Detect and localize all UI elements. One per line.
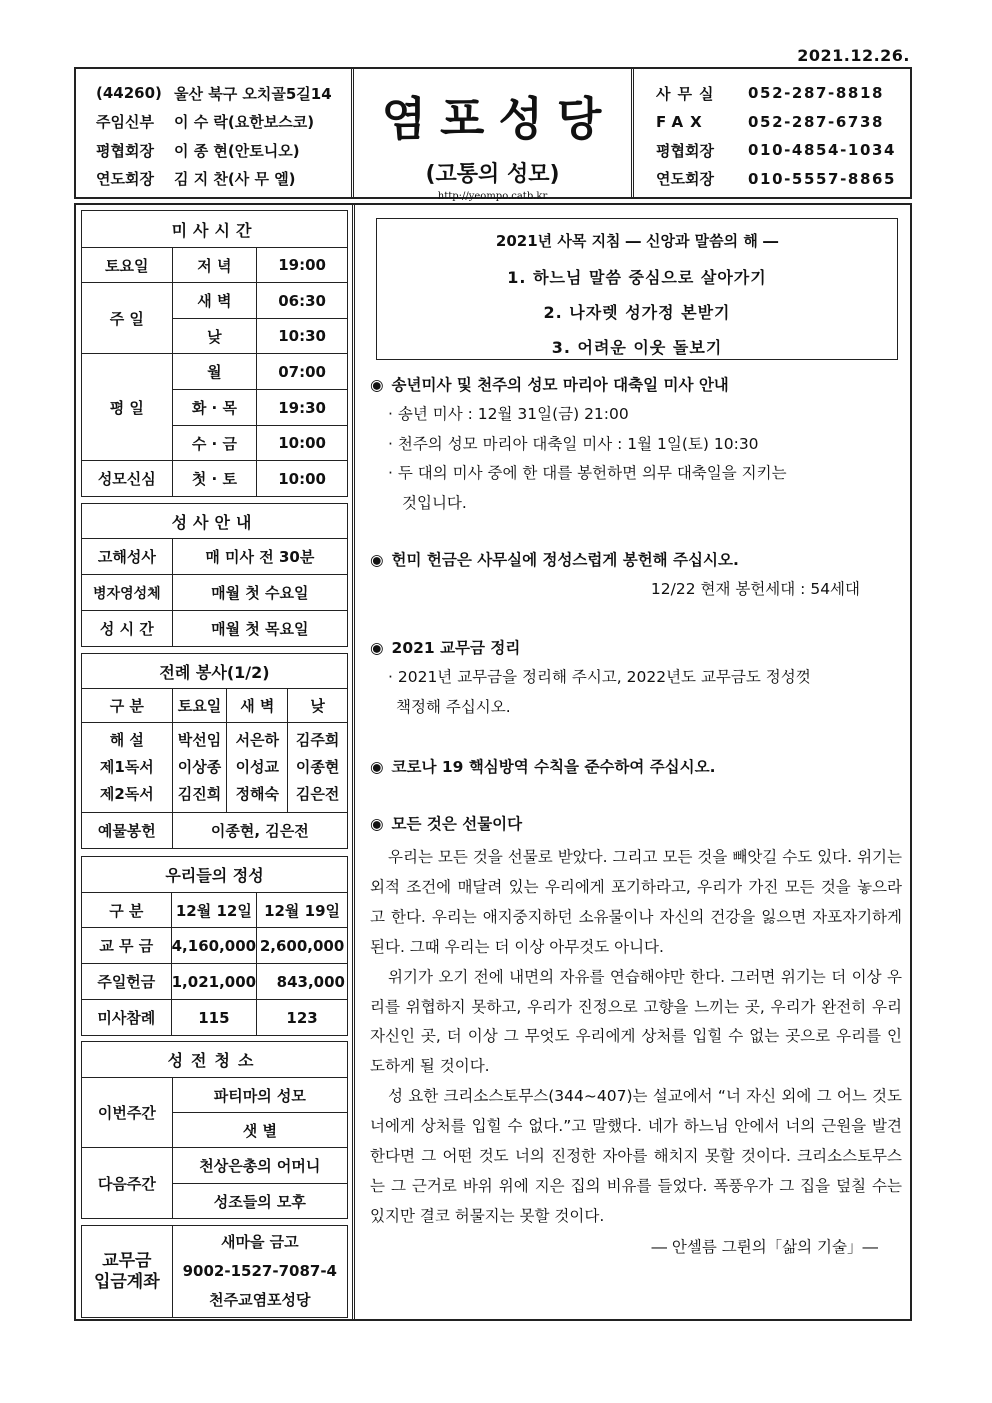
sacrament-label: 성 시 간 <box>82 611 173 647</box>
website-url: http://yeompo.catb.kr <box>437 191 548 202</box>
office-line <box>656 79 910 108</box>
server-name: 김주희 <box>295 731 340 749</box>
reflection-paragraph: 성 요한 크리소스토무스(344~407)는 설교에서 “너 자신 외에 그 어느 것도 너에게 상처를 입힐 수 없다.”고 말했다. 네가 하느님 안에서 너의 근원을 발견한다면 그 어떤 것도 너의 진정한 자아를 해치지 못할 것이다. 크리소스토무스는 그 근거로 바위 위에 지은 집의 비유를 들었다. 폭풍우가 그 집을 덮칠 수는 있지만 결코 허물지는 못할 것이다. <box>370 1087 902 1225</box>
giving-title: 우리들의 정성 <box>82 857 348 893</box>
giving-label: 주일헌금 <box>82 964 172 1000</box>
parish-info <box>76 69 354 197</box>
server-name: 이상종 <box>177 758 222 776</box>
reflection-paragraph: 위기가 오기 전에 내면의 자유를 연습해야만 한다. 그러면 위기는 더 이상 우리를 위협하지 못하고, 우리가 진정으로 고향을 느끼는 곳, 우리가 완전히 우리 자신인 곳, 더 이상 그 무엇도 우리에게 상처를 입힐 수 없는 곳으로 우리를 인도하게 될 것이다. <box>370 967 902 1076</box>
section-covid <box>370 753 910 782</box>
account-table <box>81 1225 348 1318</box>
address-line <box>96 79 351 108</box>
prayer-president-name: 김 지 찬(사 무 엘) <box>174 170 296 189</box>
patron-name: (고통의 성모) <box>425 162 560 187</box>
mass-day: 평 일 <box>82 354 173 461</box>
postal-code: (44260) <box>96 84 162 103</box>
section-heading <box>370 546 910 575</box>
mass-time: 07:00 <box>257 354 348 390</box>
cleaning-week: 다음주간 <box>82 1148 173 1219</box>
office-phone: 052-287-8818 <box>748 84 885 103</box>
reflection-paragraph: 우리는 모든 것을 선물로 받았다. 그리고 모든 것을 빼앗길 수도 있다. 위기는 외적 조건에 매달려 있는 우리에게 포기하라고, 우리가 가진 모든 것을 놓으라고 한다. 우리는 애지중지하던 소유물이나 자신의 건강을 잃으면 자포자기하게 된다. 그때 우리는 더 이상 아무것도 아니다. <box>370 848 902 956</box>
section-tithe <box>370 634 910 722</box>
prayer-phone: 010-5557-8865 <box>748 169 897 188</box>
mass-times-title: 미사시간 <box>82 211 348 248</box>
role: 해 설 <box>109 731 144 749</box>
cleaning-group: 파티마의 성모 <box>172 1078 347 1113</box>
account-holder: 천주교염포성당 <box>209 1291 311 1309</box>
fax-number: 052-287-6738 <box>748 112 885 131</box>
council-president-name: 이 종 현(안토니오) <box>174 141 300 160</box>
council-president-label: 평협회장 <box>96 141 154 160</box>
giving-label: 미사참례 <box>82 1000 172 1036</box>
section-title: 2021 교무금 정리 <box>391 639 521 657</box>
section-heading <box>370 634 910 663</box>
cleaning-table <box>81 1041 348 1219</box>
giving-amount: 115 <box>171 1000 256 1036</box>
address: 울산 북구 오치골5길14 <box>174 84 332 103</box>
mass-when: 수 · 금 <box>172 426 257 461</box>
account-bank: 새마을 금고 <box>220 1233 299 1251</box>
section-heading <box>370 810 902 839</box>
liturgy-noon-names <box>288 723 348 813</box>
council-phone-label: 평협회장 <box>656 141 714 160</box>
section-heading <box>370 753 910 782</box>
liturgy-title: 전례 봉사(1/2) <box>82 654 348 689</box>
mass-when: 월 <box>172 354 257 390</box>
office-label: 사무실 <box>656 84 721 103</box>
mass-times-table <box>81 210 348 497</box>
server-name: 박선임 <box>177 731 222 749</box>
sacrament-title: 성사안내 <box>82 504 348 539</box>
bullet-icon: ◉ <box>370 639 384 657</box>
account-number: 9002-1527-7087-4 <box>182 1262 337 1280</box>
server-name: 이종현 <box>295 758 340 776</box>
section-heading <box>370 371 910 400</box>
notice-line: · 송년 미사 : 12월 31일(금) 21:00 <box>388 405 629 423</box>
mass-time: 10:00 <box>257 461 348 497</box>
bulletin-header <box>74 67 912 202</box>
giving-amount: 843,000 <box>257 964 348 1000</box>
mass-time: 19:30 <box>257 390 348 426</box>
section-year-end-mass <box>370 371 910 518</box>
cleaning-group: 샛 별 <box>172 1113 347 1148</box>
liturgy-dawn-names <box>227 723 288 813</box>
mass-when: 화 · 목 <box>172 390 257 426</box>
account-label-line: 교무금 <box>102 1250 152 1271</box>
section-title: 송년미사 및 천주의 성모 마리아 대축일 미사 안내 <box>391 376 729 394</box>
mass-time: 06:30 <box>257 283 348 319</box>
cleaning-group: 성조들의 모후 <box>172 1184 347 1219</box>
server-name: 이성교 <box>235 758 280 776</box>
liturgy-sat-names <box>172 723 227 813</box>
liturgy-roles <box>82 723 173 813</box>
notice-line: · 천주의 성모 마리아 대축일 미사 : 1월 1일(토) 10:30 <box>388 434 759 453</box>
mass-when: 첫 · 토 <box>172 461 257 497</box>
council-phone-line <box>656 136 910 165</box>
pastor-label: 주임신부 <box>96 113 154 132</box>
giving-amount: 4,160,000 <box>171 928 256 964</box>
account-label-line: 입금계좌 <box>93 1271 160 1292</box>
section-title: 코로나 19 핵심방역 수칙을 준수하여 주십시오. <box>391 758 716 776</box>
giving-head: 12월 19일 <box>257 893 348 928</box>
sacrament-value: 매 미사 전 30분 <box>172 539 347 575</box>
role: 제1독서 <box>99 758 154 776</box>
prayer-president-line <box>96 165 351 194</box>
sacrament-value: 매월 첫 목요일 <box>172 611 347 647</box>
liturgy-head: 낮 <box>288 689 348 723</box>
offering-names: 이종현, 김은전 <box>172 813 347 849</box>
giving-amount: 123 <box>257 1000 348 1036</box>
liturgy-head: 구 분 <box>82 689 173 723</box>
mass-time: 10:30 <box>257 319 348 354</box>
giving-head: 구 분 <box>82 893 172 928</box>
server-name: 정해숙 <box>235 785 280 803</box>
bullet-icon: ◉ <box>370 815 384 833</box>
liturgy-service-table <box>81 653 348 849</box>
reflection-source: ― 안셀름 그륀의「삶의 기술」― <box>651 1237 878 1256</box>
fax-label: FAX <box>656 112 709 131</box>
cleaning-week: 이번주간 <box>82 1078 173 1148</box>
giving-amount: 1,021,000 <box>171 964 256 1000</box>
offering-label: 예물봉헌 <box>82 813 173 849</box>
prayer-phone-label: 연도회장 <box>656 170 714 189</box>
sacrament-label: 병자영성체 <box>82 575 173 611</box>
mass-time: 10:00 <box>257 426 348 461</box>
sacrament-table <box>81 503 348 647</box>
mass-day: 주 일 <box>82 283 173 354</box>
role: 제2독서 <box>99 785 154 803</box>
bullet-icon: ◉ <box>370 758 384 776</box>
account-label <box>82 1226 173 1318</box>
notice-line: · 2021년 교무금을 정리해 주시고, 2022년도 교무금도 정성껏 <box>388 668 811 686</box>
fax-line <box>656 108 910 137</box>
cleaning-group: 천상은총의 어머니 <box>172 1148 347 1184</box>
notice-line: · 두 대의 미사 중에 한 대를 봉헌하면 의무 대축일을 지키는 <box>388 464 787 482</box>
server-name: 김진희 <box>177 785 222 803</box>
pastoral-motto-box <box>376 218 898 360</box>
sacrament-label: 고해성사 <box>82 539 173 575</box>
prayer-phone-line <box>656 165 910 194</box>
notice-line: 12/22 현재 봉헌세대 : 54세대 <box>650 580 860 598</box>
bullet-icon: ◉ <box>370 376 384 394</box>
left-column <box>76 205 355 1319</box>
section-reflection <box>370 810 902 1262</box>
server-name: 서은하 <box>235 731 280 749</box>
motto-item: 3. 어려운 이웃 돌보기 <box>551 338 723 357</box>
section-title: 헌미 헌금은 사무실에 정성스럽게 봉헌해 주십시오. <box>391 551 739 569</box>
account-details <box>172 1226 347 1318</box>
mass-day: 토요일 <box>82 248 173 283</box>
giving-table <box>81 856 348 1036</box>
bullet-icon: ◉ <box>370 551 384 569</box>
church-title-block <box>354 69 634 202</box>
church-name: 염포성당 <box>381 92 616 146</box>
section-title: 모든 것은 선물이다 <box>391 815 523 833</box>
bulletin-body <box>74 203 912 1321</box>
pastor-line <box>96 108 351 137</box>
prayer-president-label: 연도회장 <box>96 170 154 189</box>
right-column <box>358 205 910 1319</box>
mass-time: 19:00 <box>257 248 348 283</box>
issue-date: 2021.12.26. <box>797 46 910 65</box>
liturgy-head: 새 벽 <box>227 689 288 723</box>
motto-item: 1. 하느님 말씀 중심으로 살아가기 <box>507 268 767 287</box>
server-name: 김은전 <box>295 785 340 803</box>
section-rice-offering <box>370 546 910 605</box>
mass-day: 성모신심 <box>82 461 173 497</box>
sacrament-value: 매월 첫 수요일 <box>172 575 347 611</box>
giving-amount: 2,600,000 <box>257 928 348 964</box>
notice-line: 것입니다. <box>402 493 467 512</box>
liturgy-head: 토요일 <box>172 689 227 723</box>
giving-head: 12월 12일 <box>171 893 256 928</box>
notice-line: 책정해 주십시오. <box>396 697 511 716</box>
contact-info <box>634 69 910 197</box>
motto-title: 2021년 사목 지침 ― 신앙과 말씀의 해 ― <box>495 232 779 250</box>
mass-when: 새 벽 <box>172 283 257 319</box>
pastor-name: 이 수 락(요한보스코) <box>174 113 315 132</box>
cleaning-title: 성전청소 <box>82 1042 348 1078</box>
giving-label: 교 무 금 <box>82 928 172 964</box>
mass-when: 저 녁 <box>172 248 257 283</box>
council-president-line <box>96 136 351 165</box>
motto-item: 2. 나자렛 성가정 본받기 <box>543 303 731 322</box>
council-phone: 010-4854-1034 <box>748 141 897 160</box>
mass-when: 낮 <box>172 319 257 354</box>
